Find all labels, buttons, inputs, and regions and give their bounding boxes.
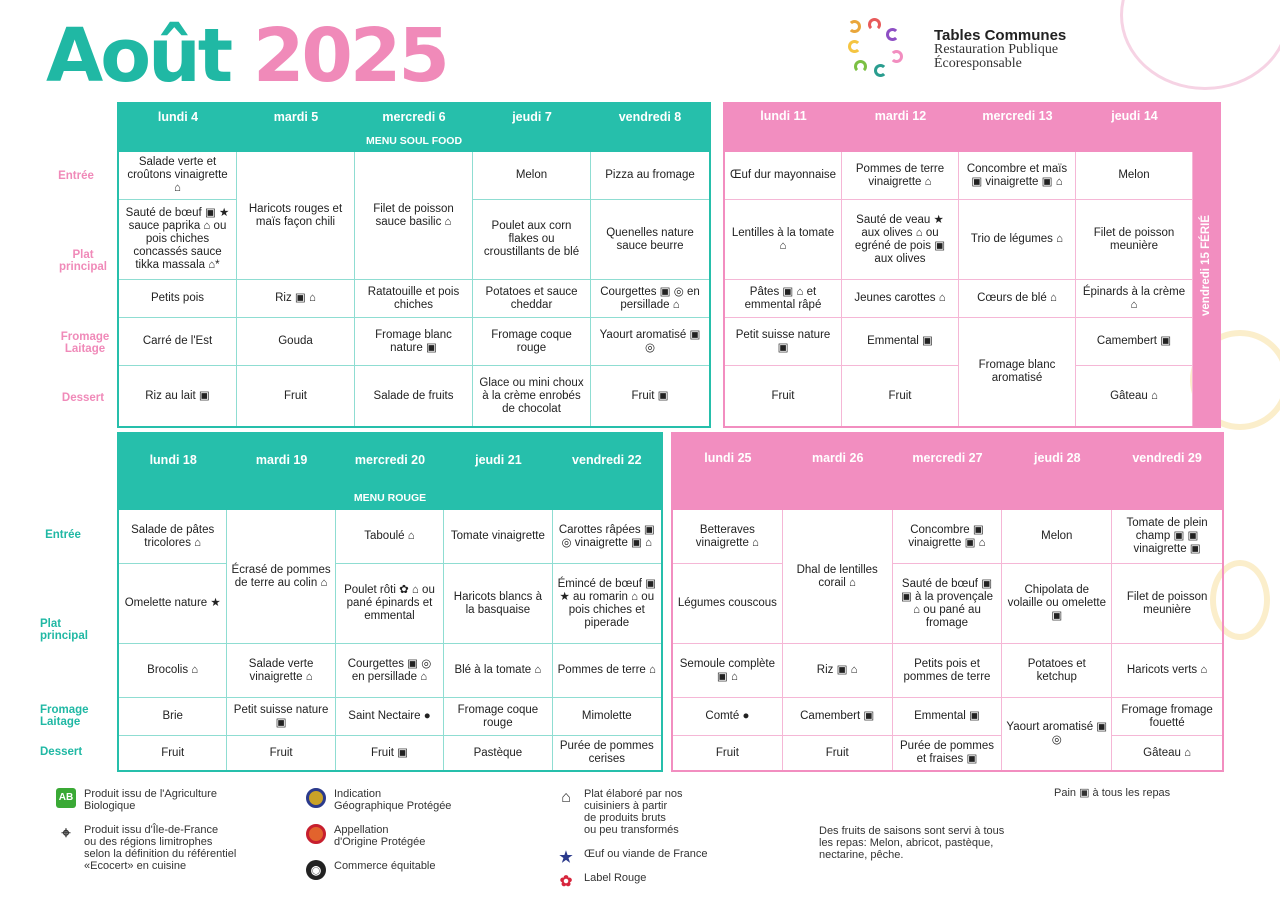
day-header: mardi 5 (237, 104, 355, 130)
brand-subtitle-1: Restauration Publique (934, 42, 1059, 57)
day-header: lundi 4 (119, 104, 237, 130)
brand-name: Tables Communes (934, 27, 1067, 44)
menu-cell: Riz ▣ ⌂ (237, 280, 355, 318)
week-3-table (117, 432, 663, 772)
menu-cell: Melon (1076, 152, 1193, 200)
menu-cell: Jeunes carottes ⌂ (842, 280, 959, 318)
menu-cell: Petits pois (119, 280, 237, 318)
decorative-circle-top-right (1120, 0, 1280, 90)
menu-cell: Concombre ▣ vinaigrette ▣ ⌂ (893, 510, 1003, 564)
menu-cell: Petit suisse nature ▣ (227, 698, 335, 736)
menu-cell: Gâteau ⌂ (1076, 366, 1193, 426)
day-header: lundi 18 (119, 434, 227, 486)
menu-cell: Fruit (227, 736, 335, 770)
menu-cell: Œuf dur mayonnaise (725, 152, 842, 200)
menu-cell: Fruit ▣ (336, 736, 444, 770)
legend-label-rouge: ✿ Label Rouge (556, 872, 646, 892)
menu-cell: Riz ▣ ⌂ (783, 644, 893, 698)
menu-theme-title: MENU SOUL FOOD (119, 130, 709, 152)
day-header: vendredi 22 (553, 434, 661, 486)
week-2-table (723, 102, 1221, 428)
menu-cell: Purée de pommes et fraises ▣ (893, 736, 1003, 770)
seasonal-fruits-note: Des fruits de saisons sont servi à tous les repas: Melon, abricot, pastèque, nectarine, pêche. (819, 825, 1005, 861)
aop-seal-icon (306, 824, 326, 844)
menu-cell: Haricots verts ⌂ (1112, 644, 1222, 698)
menu-cell: Pommes de terre ⌂ (553, 644, 661, 698)
menu-cell: Camembert ▣ (1076, 318, 1193, 366)
menu-cell: Salade de pâtes tricolores ⌂ (119, 510, 227, 564)
menu-cell: Salade de fruits (355, 366, 473, 426)
menu-cell: Fruit (725, 366, 842, 426)
menu-cell: Fruit ▣ (631, 389, 669, 402)
menu-cell: Fromage coque rouge (444, 698, 552, 736)
day-header: lundi 11 (725, 104, 842, 152)
menu-cell: Pastèque (444, 736, 552, 770)
day-header: lundi 25 (673, 434, 783, 510)
menu-cell: Sauté de veau ★ aux olives ⌂ ou egréné de pois ▣ aux olives (842, 200, 959, 280)
menu-cell: Potatoes et sauce cheddar (473, 280, 591, 318)
location-pin-icon: ⌖ (61, 825, 71, 842)
menu-cell: Haricots blancs à la basquaise (444, 564, 552, 644)
title-month: Août (46, 13, 231, 99)
menu-cell: Brocolis ⌂ (119, 644, 227, 698)
menu-cell: Dhal de lentilles corail ⌂ (783, 510, 893, 644)
row-label-entree-bottom: Entrée (45, 529, 81, 541)
day-header: mercredi 27 (893, 434, 1003, 510)
menu-cell: Emmental ▣ (893, 698, 1003, 736)
menu-cell: Tomate vinaigrette (444, 510, 552, 564)
legend-aop: Appellation d'Origine Protégée (306, 824, 425, 848)
menu-cell: Sauté de bœuf ▣ ▣ à la provençale ⌂ ou pané au fromage (893, 564, 1003, 644)
legend-igp: Indication Géographique Protégée (306, 788, 451, 812)
week-1-table (117, 102, 711, 428)
brand-logo-icon (848, 18, 912, 82)
day-header: mercredi 6 (355, 104, 473, 130)
menu-cell: Fromage fromage fouetté (1112, 698, 1222, 736)
menu-cell: Semoule complète ▣ ⌂ (673, 644, 783, 698)
day-header: jeudi 14 (1076, 104, 1193, 152)
brand-subtitle-2: Écoresponsable (934, 56, 1022, 71)
menu-theme-title: MENU ROUGE (119, 486, 661, 510)
menu-cell: Betteraves vinaigrette ⌂ (673, 510, 783, 564)
menu-cell: Sauté de bœuf ▣ ★ sauce paprika ⌂ ou pois chiches concassés sauce tikka massala ⌂* (119, 200, 237, 280)
holiday-label: vendredi 15 FÉRIÉ (1199, 214, 1212, 316)
day-header: vendredi 29 (1112, 434, 1222, 510)
menu-cell: Trio de légumes ⌂ (959, 200, 1076, 280)
menu-cell: Riz au lait ▣ (119, 366, 237, 426)
menu-cell: Petits pois et pommes de terre (893, 644, 1003, 698)
title-year: 2025 (252, 13, 447, 99)
menu-cell: Poulet aux corn flakes ou croustillants de blé (473, 200, 591, 280)
row-label-entree-top: Entrée (58, 170, 94, 182)
menu-cell: Purée de pommes cerises (559, 740, 654, 765)
menu-cell: Emmental ▣ (842, 318, 959, 366)
menu-cell: Haricots rouges et maïs façon chili (237, 152, 355, 280)
brand-block (848, 18, 1066, 82)
menu-cell: Écrasé de pommes de terre au colin ⌂ (227, 510, 335, 644)
day-header: mardi 26 (783, 434, 893, 510)
menu-cell: Fromage blanc nature ▣ (355, 318, 473, 366)
menu-cell: Émincé de bœuf ▣ ★ au romarin ⌂ ou pois chiches et piperade (553, 564, 661, 644)
legend-local: ⌖ Produit issu d'Île-de-France ou des régions limitrophes selon la définition du référentiel «Ecocert» en cuisine (56, 824, 236, 872)
menu-cell: Ratatouille et pois chiches (355, 280, 473, 318)
menu-cell: Salade verte vinaigrette ⌂ (227, 644, 335, 698)
menu-cell: Pommes de terre vinaigrette ⌂ (842, 152, 959, 200)
row-label-plat-top: Plat principal (59, 249, 107, 273)
menu-cell: Pizza au fromage (591, 152, 709, 200)
menu-cell: Potatoes et ketchup (1002, 644, 1112, 698)
menu-cell: Melon (1002, 510, 1112, 564)
day-header: mercredi 13 (959, 104, 1076, 152)
menu-cell: Gouda (237, 318, 355, 366)
menu-cell: Saint Nectaire ● (336, 698, 444, 736)
menu-cell: Filet de poisson meunière (1076, 200, 1193, 280)
france-origin-icon: ★ (559, 849, 573, 866)
brand-text (934, 29, 1066, 71)
menu-cell: Gâteau ⌂ (1143, 746, 1192, 759)
day-header: vendredi 8 (591, 104, 709, 130)
week-4-table (671, 432, 1224, 772)
legend-france: ★ Œuf ou viande de France (556, 848, 708, 868)
menu-cell: Cœurs de blé ⌂ (959, 280, 1076, 318)
day-header: mardi 19 (227, 434, 335, 486)
menu-cell: Quenelles nature sauce beurre (591, 200, 709, 280)
menu-cell: Courgettes ▣ ◎ en persillade ⌂ (336, 644, 444, 698)
day-header: jeudi 21 (444, 434, 552, 486)
menu-cell: Glace ou mini choux à la crème enrobés de chocolat (473, 366, 591, 426)
menu-cell: Yaourt aromatisé ▣ ◎ (591, 318, 709, 366)
menu-cell: Fruit (119, 736, 227, 770)
menu-cell: Camembert ▣ (783, 698, 893, 736)
day-header: mardi 12 (842, 104, 959, 152)
menu-cell: Courgettes ▣ ◎ en persillade ⌂ (591, 280, 709, 318)
menu-cell: Fruit (673, 736, 783, 770)
menu-cell: Concombre et maïs ▣ vinaigrette ▣ ⌂ (959, 152, 1076, 200)
menu-cell: Fromage coque rouge (473, 318, 591, 366)
menu-cell: Filet de poisson sauce basilic ⌂ (355, 152, 473, 280)
menu-cell: Légumes couscous (673, 564, 783, 644)
menu-cell: Brie (119, 698, 227, 736)
bread-note: Pain ▣ à tous les repas (1054, 787, 1171, 799)
menu-cell: Salade verte et croûtons vinaigrette ⌂ (119, 152, 237, 200)
menu-cell: Chipolata de volaille ou omelette ▣ (1002, 564, 1112, 644)
holiday-column (1193, 104, 1219, 426)
menu-cell: Melon (473, 152, 591, 200)
fair-trade-icon: ◉ (306, 860, 326, 880)
menu-cell: Carré de l'Est (119, 318, 237, 366)
menu-cell: Fruit (237, 366, 355, 426)
menu-cell: Mimolette (553, 698, 661, 736)
organic-ab-icon: AB (56, 788, 76, 808)
menu-cell: Fromage blanc aromatisé (959, 318, 1076, 426)
menu-cell: Filet de poisson meunière (1112, 564, 1222, 644)
menu-cell: Tomate de plein champ ▣ ▣ vinaigrette ▣ (1112, 510, 1222, 564)
menu-cell: Taboulé ⌂ (336, 510, 444, 564)
legend-fair-trade: ◉ Commerce équitable (306, 860, 436, 880)
menu-cell: Fruit (842, 366, 959, 426)
legend-homemade: ⌂ Plat élaboré par nos cuisiniers à partir de produits bruts ou peu transformés (556, 788, 682, 836)
menu-cell: Épinards à la crème ⌂ (1076, 280, 1193, 318)
row-label-fromage-top: Fromage Laitage (60, 331, 110, 355)
menu-cell: Petit suisse nature ▣ (725, 318, 842, 366)
row-label-fromage-bottom: Fromage Laitage (40, 704, 89, 728)
day-header: mercredi 20 (336, 434, 444, 486)
menu-cell: Blé à la tomate ⌂ (444, 644, 552, 698)
menu-cell: Omelette nature ★ (119, 564, 227, 644)
menu-cell: Lentilles à la tomate ⌂ (725, 200, 842, 280)
chef-hat-icon: ⌂ (561, 789, 571, 806)
menu-cell: Fruit (783, 736, 893, 770)
label-rouge-icon: ✿ (559, 873, 573, 890)
igp-seal-icon (306, 788, 326, 808)
row-label-dessert-bottom: Dessert (40, 746, 83, 758)
row-label-plat-bottom: Plat principal (40, 618, 88, 642)
menu-cell: Yaourt aromatisé ▣ ◎ (1002, 698, 1112, 770)
menu-cell: Poulet rôti ✿ ⌂ ou pané épinards et emmental (336, 564, 444, 644)
menu-cell: Comté ● (673, 698, 783, 736)
page-title (46, 14, 447, 98)
menu-cell: Pâtes ▣ ⌂ et emmental râpé (725, 280, 842, 318)
row-label-dessert-top: Dessert (61, 392, 105, 404)
legend-organic: AB Produit issu de l'Agriculture Biologique (56, 788, 217, 812)
day-header: jeudi 28 (1002, 434, 1112, 510)
menu-cell: Carottes râpées ▣ ◎ vinaigrette ▣ ⌂ (553, 510, 661, 564)
day-header: jeudi 7 (473, 104, 591, 130)
